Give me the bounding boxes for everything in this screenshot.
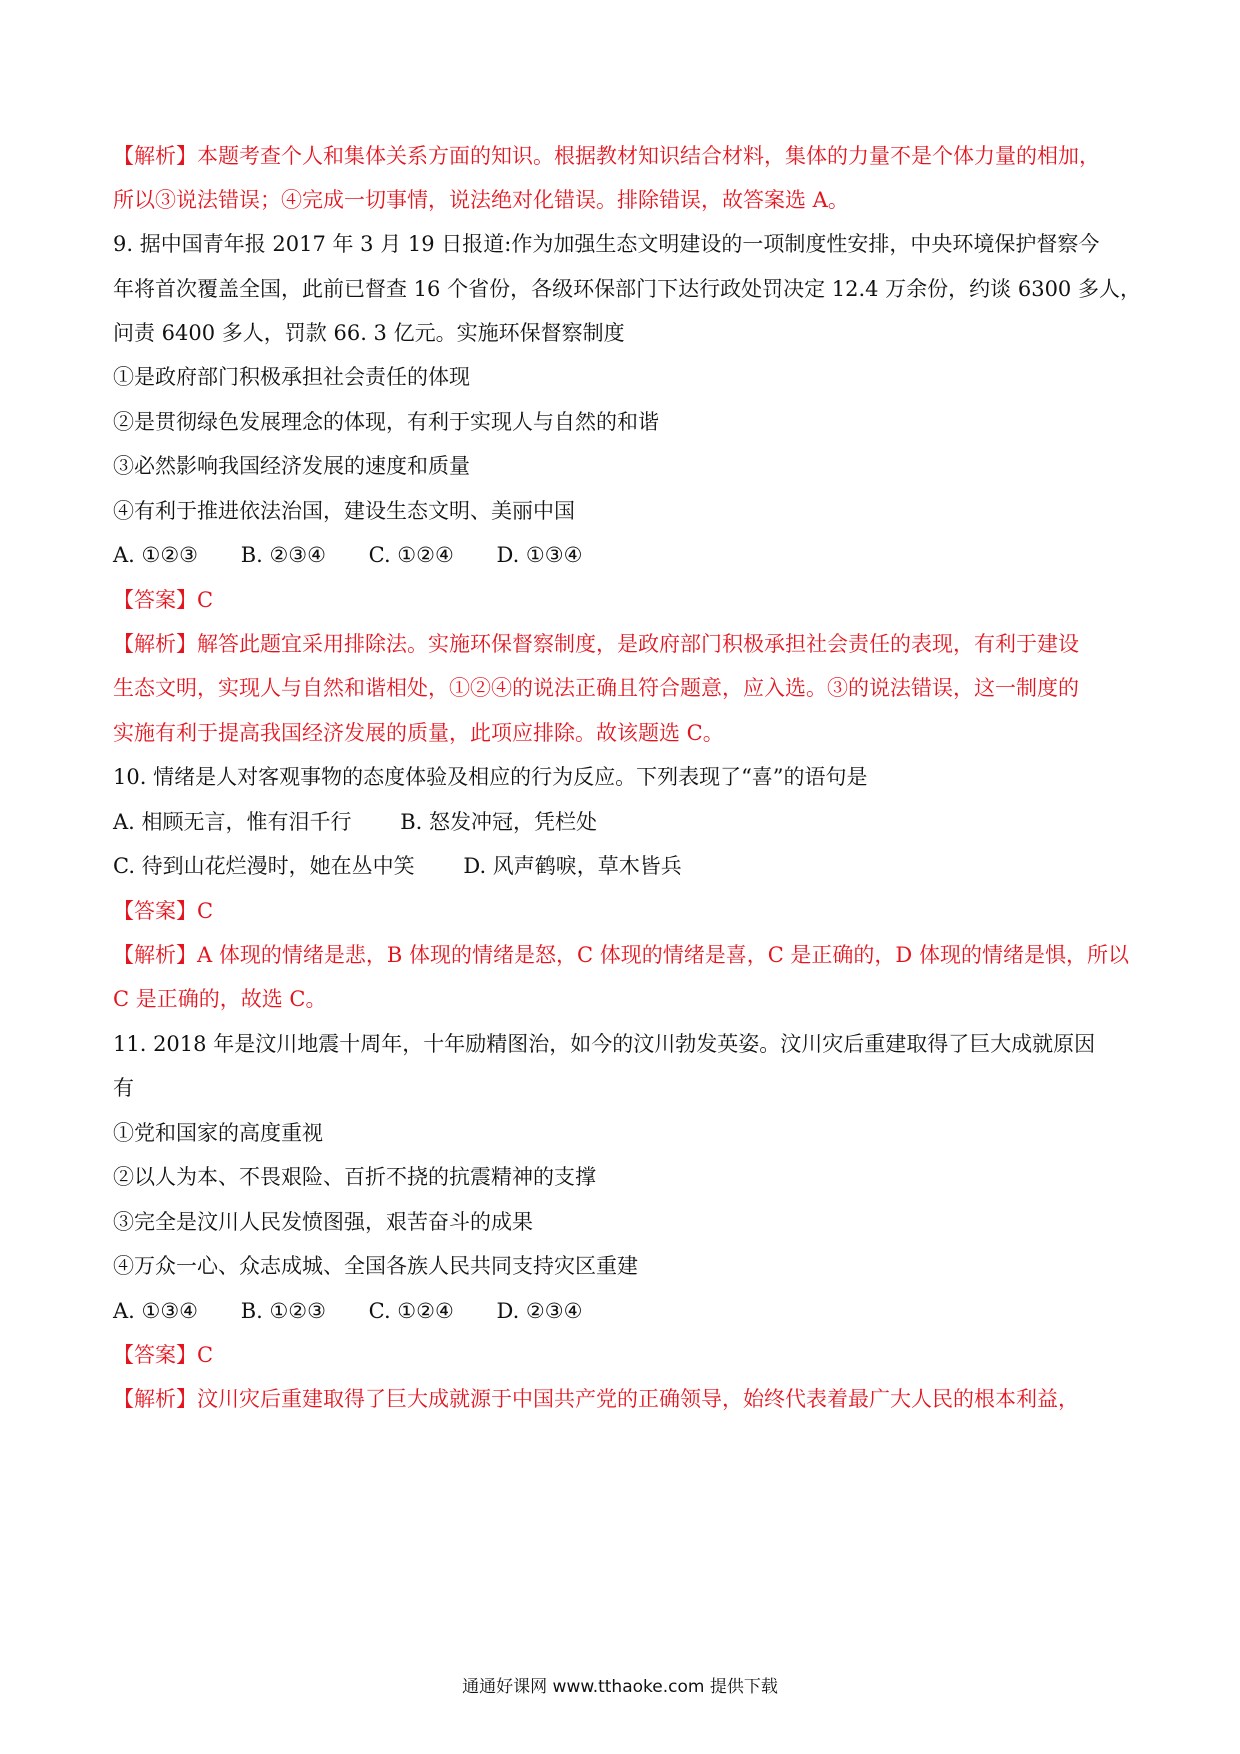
q10-analysis-line-2: C 是正确的，故选 C。 <box>113 987 327 1011</box>
q11-answer-value: C <box>197 1343 214 1367</box>
q11-stem-line-1: 11. 2018 年是汶川地震十周年，十年励精图治，如今的汶川勃发英姿。汶川灾后重建取得了巨大成就原因 <box>113 1032 1096 1056</box>
q10-option-a: A. 相顾无言，惟有泪千行 <box>113 810 352 834</box>
q9-analysis-line-3: 实施有利于提高我国经济发展的质量，此项应排除。故该题选 C。 <box>113 721 724 745</box>
q11-answer-tag: 【答案】 <box>113 1343 197 1367</box>
q10-answer <box>113 896 1133 926</box>
q10-option-d: D. 风声鹤唳，草木皆兵 <box>463 854 682 878</box>
q9-stem-line-1: 9. 据中国青年报 2017 年 3 月 19 日报道:作为加强生态文明建设的一项制度性安排，中央环境保护督察今 <box>113 232 1100 256</box>
q10-option-b: B. 怒发冲冠，凭栏处 <box>400 810 597 834</box>
q10-options-row-2 <box>113 851 1133 881</box>
q9-statement-1: ①是政府部门积极承担社会责任的体现 <box>113 365 470 389</box>
q9-option-b: B. ②③④ <box>240 543 326 567</box>
q9-option-a: A. ①②③ <box>113 543 198 567</box>
q11-answer <box>113 1340 1133 1370</box>
q9-stem-line-2: 年将首次覆盖全国，此前已督查 16 个省份，各级环保部门下达行政处罚决定 12.4 万余份，约谈 6300 多人， <box>113 277 1141 301</box>
q9-analysis-line-2: 生态文明，实现人与自然和谐相处，①②④的说法正确且符合题意，应入选。③的说法错误，这一制度的 <box>113 676 1079 700</box>
page-footer: 通通好课网 www.tthaoke.com 提供下载 <box>462 1677 778 1697</box>
q9-answer-value: C <box>197 588 214 612</box>
q11-statement-4: ④万众一心、众志成城、全国各族人民共同支持灾区重建 <box>113 1254 638 1278</box>
q11-analysis-line-1: 【解析】汶川灾后重建取得了巨大成就源于中国共产党的正确领导，始终代表着最广大人民的根本利益， <box>113 1387 1079 1411</box>
q10-stem: 10. 情绪是人对客观事物的态度体验及相应的行为反应。下列表现了“喜”的语句是 <box>113 765 868 789</box>
q10-answer-tag: 【答案】 <box>113 899 197 923</box>
q11-statement-2: ②以人为本、不畏艰险、百折不挠的抗震精神的支撑 <box>113 1165 596 1189</box>
q9-options <box>113 540 1133 570</box>
q9-option-c: C. ①②④ <box>368 543 454 567</box>
q9-analysis-line-1: 【解析】解答此题宜采用排除法。实施环保督察制度，是政府部门积极承担社会责任的表现，有利于建设 <box>113 632 1079 656</box>
q11-statement-1: ①党和国家的高度重视 <box>113 1121 323 1145</box>
q9-answer <box>113 585 1133 615</box>
q10-option-c: C. 待到山花烂漫时，她在丛中笑 <box>113 854 415 878</box>
q11-option-a: A. ①③④ <box>113 1299 198 1323</box>
q10-answer-value: C <box>197 899 214 923</box>
q9-statement-4: ④有利于推进依法治国，建设生态文明、美丽中国 <box>113 499 575 523</box>
q9-option-d: D. ①③④ <box>496 543 583 567</box>
q9-answer-tag: 【答案】 <box>113 588 197 612</box>
q11-statement-3: ③完全是汶川人民发愤图强，艰苦奋斗的成果 <box>113 1210 533 1234</box>
q11-stem-line-2: 有 <box>113 1076 134 1100</box>
q10-analysis-line-1: 【解析】A 体现的情绪是悲，B 体现的情绪是怒，C 体现的情绪是喜，C 是正确的，D 体现的情绪是惧，所以 <box>113 943 1129 967</box>
analysis-prev-line-1: 【解析】本题考查个人和集体关系方面的知识。根据教材知识结合材料，集体的力量不是个体力量的相加， <box>113 144 1100 168</box>
analysis-prev-line-2: 所以③说法错误；④完成一切事情，说法绝对化错误。排除错误，故答案选 A。 <box>113 188 849 212</box>
q9-statement-3: ③必然影响我国经济发展的速度和质量 <box>113 454 470 478</box>
q10-options-row-1 <box>113 807 1133 837</box>
q11-option-d: D. ②③④ <box>496 1299 583 1323</box>
q9-statement-2: ②是贯彻绿色发展理念的体现，有利于实现人与自然的和谐 <box>113 410 659 434</box>
q9-stem-line-3: 问责 6400 多人，罚款 66. 3 亿元。实施环保督察制度 <box>113 321 625 345</box>
q11-option-c: C. ①②④ <box>368 1299 454 1323</box>
q11-option-b: B. ①②③ <box>240 1299 326 1323</box>
q11-options <box>113 1296 1133 1326</box>
